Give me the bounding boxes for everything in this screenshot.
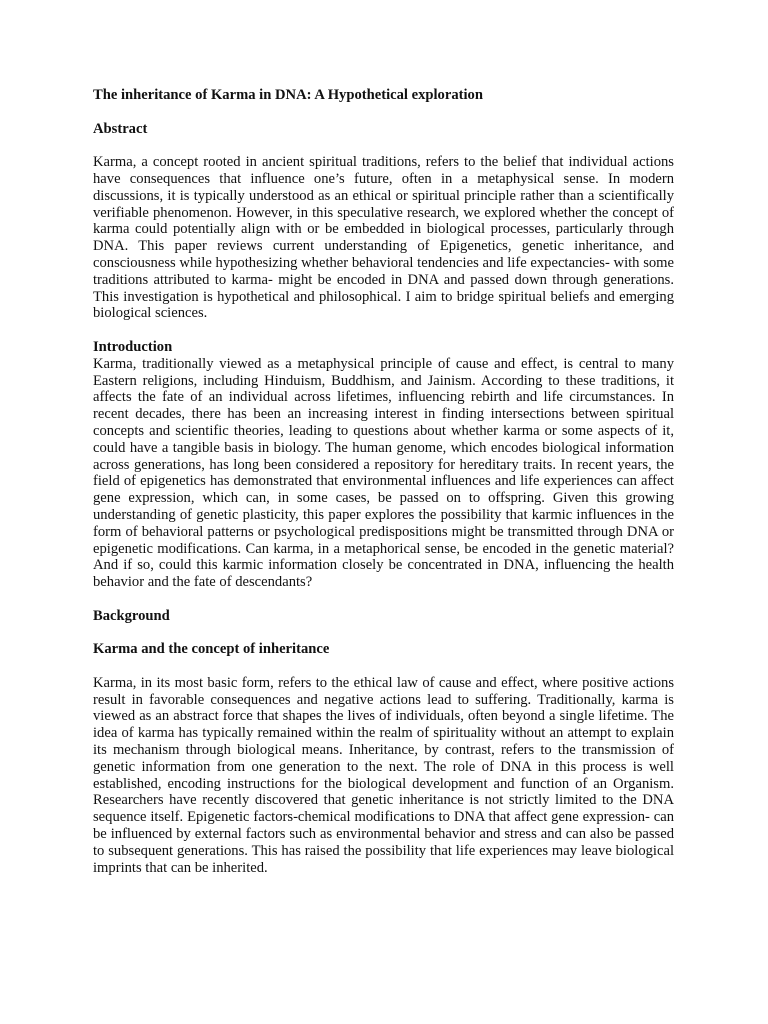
background-heading: Background [93,607,170,624]
abstract-paragraph: Karma, a concept rooted in ancient spiritual traditions, refers to the belief that individual actions have consequences that influence one’s future, often in a metaphysical sense. In modern discussions, it is typically understood as an ethical or spiritual principle rather than a scientifically verifiable phenomenon. However, in this speculative research, we explored whether the concept of karma could potentially align with or be embedded in biological processes, particularly through DNA. This paper reviews current understanding of Epigenetics, genetic inheritance, and consciousness while hypothesizing whether behavioral tendencies and life expectancies- with some traditions attributed to karma- might be encoded in DNA and passed down through generations. This investigation is hypothetical and philosophical. I aim to bridge spiritual beliefs and emerging biological sciences. [93,154,674,322]
karma-inheritance-subheading: Karma and the concept of inheritance [93,641,330,658]
document-page [93,87,674,876]
introduction-paragraph: Karma, traditionally viewed as a metaphysical principle of cause and effect, is central to many Eastern religions, including Hinduism, Buddhism, and Jainism. According to these traditions, it affects the fate of an individual across lifetimes, influencing rebirth and life circumstances. In recent decades, there has been an increasing interest in finding intersections between spiritual concepts and scientific theories, leading to questions about whether karma or some aspects of it, could have a tangible basis in biology. The human genome, which encodes biological information across generations, has long been considered a repository for hereditary traits. In recent years, the field of epigenetics has demonstrated that environmental influences and life experiences can affect gene expression, which can, in some cases, be passed on to offspring. Given this growing understanding of genetic plasticity, this paper explores the possibility that karmic influences in the form of behavioral patterns or psychological predispositions might be transmitted through DNA or epigenetic modifications. Can karma, in a metaphorical sense, be encoded in the genetic material? And if so, could this karmic information closely be concentrated in DNA, influencing the health behavior and the fate of descendants? [93,355,674,591]
karma-inheritance-paragraph: Karma, in its most basic form, refers to the ethical law of cause and effect, where positive actions result in favorable consequences and negative actions lead to suffering. Traditionally, karma is viewed as an abstract force that shapes the lives of individuals, often beyond a single lifetime. The idea of karma has typically remained within the realm of spirituality without an attempt to explain its mechanism through biological means. Inheritance, by contrast, refers to the transmission of genetic information from one generation to the next. The role of DNA in this process is well established, encoding instructions for the biological development and function of an Organism. Researchers have recently discovered that genetic inheritance is not strictly limited to the DNA sequence itself. Epigenetic factors-chemical modifications to DNA that affect gene expression- can be influenced by external factors such as environmental behavior and stress and can also be passed to subsequent generations. This has raised the possibility that life experiences may leave biological imprints that can be inherited. [93,674,674,876]
page-title: The inheritance of Karma in DNA: A Hypothetical exploration [93,87,483,103]
abstract-heading: Abstract [93,120,148,137]
introduction-heading: Introduction [93,338,173,355]
